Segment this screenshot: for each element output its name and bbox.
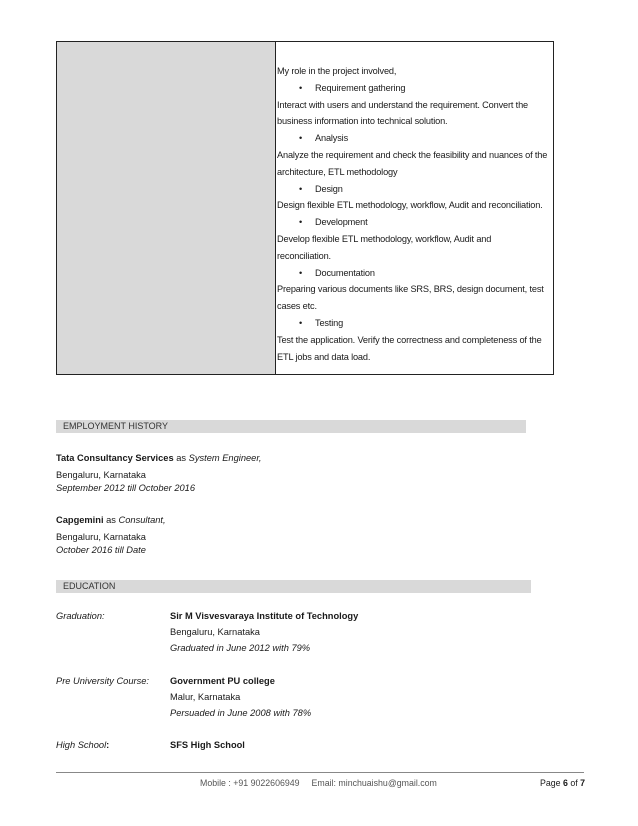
page-number: Page 6 of 7 [540, 778, 586, 788]
job-tcs-title-line: Tata Consultancy Services as System Engineer, [56, 453, 262, 463]
company-name: Tata Consultancy Services [56, 453, 174, 463]
bullet-development: • Development [277, 214, 553, 231]
role-description-line: Interact with users and understand the requirement. Convert the [277, 99, 529, 110]
footer-divider [56, 772, 584, 773]
job-period: October 2016 till Date [56, 545, 146, 555]
bullet-design: • Design [277, 181, 553, 198]
bullet-icon: • [299, 133, 303, 144]
education-label: Graduation: [56, 611, 105, 621]
education-institution: Sir M Visvesvaraya Institute of Technology [170, 611, 359, 621]
job-capgemini-title-line: Capgemini as Consultant, [56, 515, 166, 525]
bullet-icon: • [299, 317, 303, 328]
role-description-line: architecture, ETL methodology [277, 166, 398, 177]
company-name: Capgemini [56, 515, 104, 525]
role-description-line: Develop flexible ETL methodology, workflow, Audit and [277, 233, 492, 244]
footer-email: Email: minchuaishu@gmail.com [311, 778, 437, 788]
bullet-documentation: • Documentation [277, 265, 553, 282]
bullet-analysis: • Analysis [277, 130, 553, 147]
role-description-line: Design flexible ETL methodology, workflow, Audit and reconciliation. [277, 200, 543, 211]
job-title: Consultant, [118, 515, 166, 525]
role-intro: My role in the project involved, [277, 66, 397, 76]
education-location: Malur, Karnataka [170, 692, 241, 702]
education-label: Pre University Course: [56, 676, 149, 686]
bullet-icon: • [299, 82, 303, 93]
employment-history-heading: EMPLOYMENT HISTORY [56, 420, 526, 433]
role-table-right-cell [276, 42, 553, 374]
bullet-icon: • [299, 183, 303, 194]
job-location: Bengaluru, Karnataka [56, 470, 146, 480]
education-detail: Persuaded in June 2008 with 78% [170, 708, 312, 718]
role-description-line: Analyze the requirement and check the feasibility and nuances of the [277, 149, 548, 160]
role-table-left-cell [57, 42, 276, 374]
bullet-icon: • [299, 217, 303, 228]
role-description-line: business information into technical solution. [277, 116, 448, 127]
education-label: High School: [56, 740, 110, 750]
education-detail: Graduated in June 2012 with 79% [170, 643, 311, 653]
role-table [56, 41, 554, 375]
job-period: September 2012 till October 2016 [56, 483, 196, 493]
job-title: System Engineer, [188, 453, 262, 463]
role-description-line: ETL jobs and data load. [277, 351, 371, 362]
bullet-testing: • Testing [277, 315, 553, 332]
education-institution: Government PU college [170, 676, 275, 686]
education-institution: SFS High School [170, 740, 245, 750]
role-description-line: Test the application. Verify the correctness and completeness of the [277, 334, 542, 345]
job-location: Bengaluru, Karnataka [56, 532, 146, 542]
role-description-line: cases etc. [277, 301, 317, 312]
bullet-requirement-gathering: • Requirement gathering [277, 80, 553, 97]
footer-contact [200, 778, 437, 788]
bullet-icon: • [299, 267, 303, 278]
education-location: Bengaluru, Karnataka [170, 627, 260, 637]
role-description-line: reconciliation. [277, 250, 331, 261]
footer-mobile: Mobile : +91 9022606949 [200, 778, 300, 788]
education-heading: EDUCATION [56, 580, 531, 593]
role-description-line: Preparing various documents like SRS, BRS, design document, test [277, 284, 544, 295]
